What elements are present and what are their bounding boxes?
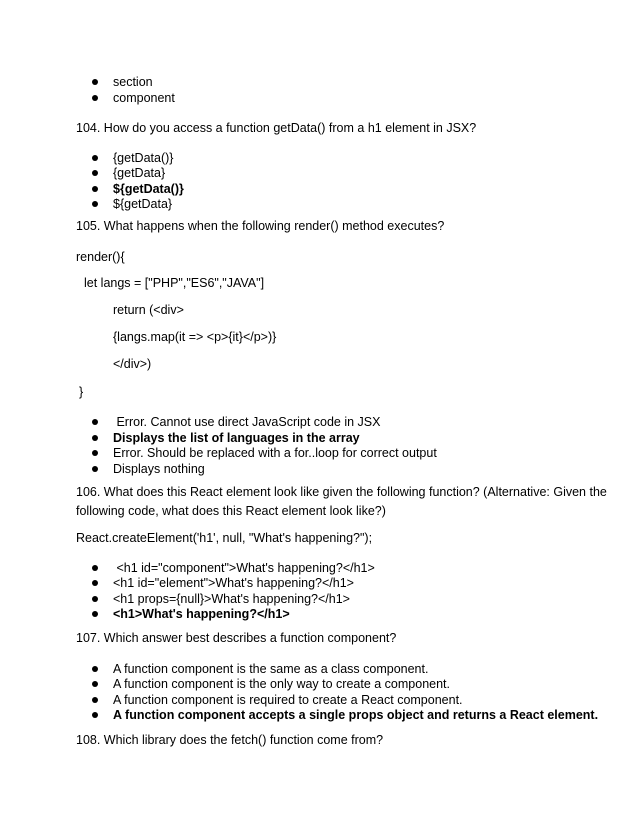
bullet-icon (92, 435, 98, 441)
list-item: section (113, 75, 153, 89)
option-106-b: <h1 id="element">What's happening?</h1> (113, 576, 354, 590)
bullet-icon (92, 79, 98, 85)
option-105-a: Error. Cannot use direct JavaScript code in JSX (113, 415, 381, 429)
option-105-c: Error. Should be replaced with a for..loop for correct output (113, 446, 437, 460)
bullet-icon (92, 697, 98, 703)
code-line: } (79, 385, 84, 399)
code-line: return (<div> (113, 303, 184, 317)
bullet-icon (92, 681, 98, 687)
option-107-c: A function component is required to create a React component. (113, 693, 463, 707)
bullet-icon (92, 611, 98, 617)
bullet-icon (92, 466, 98, 472)
code-line: </div>) (113, 357, 152, 371)
question-104: 104. How do you access a function getData() from a h1 element in JSX? (76, 121, 477, 135)
option-104-c: ${getData()} (113, 182, 184, 196)
option-104-a: {getData()} (113, 151, 174, 165)
code-line: React.createElement('h1', null, "What's happening?"); (76, 531, 373, 545)
code-line: {langs.map(it => <p>{it}</p>)} (113, 330, 277, 344)
question-105: 105. What happens when the following render() method executes? (76, 219, 445, 233)
option-107-d: A function component accepts a single props object and returns a React element. (113, 708, 599, 722)
bullet-icon (92, 170, 98, 176)
option-107-a: A function component is the same as a class component. (113, 662, 429, 676)
question-108: 108. Which library does the fetch() function come from? (76, 733, 384, 747)
bullet-icon (92, 201, 98, 207)
bullet-icon (92, 419, 98, 425)
option-106-c: <h1 props={null}>What's happening?</h1> (113, 592, 350, 606)
bullet-icon (92, 450, 98, 456)
code-line: let langs = ["PHP","ES6","JAVA"] (84, 276, 265, 290)
code-line: render(){ (76, 250, 125, 264)
bullet-icon (92, 95, 98, 101)
bullet-icon (92, 596, 98, 602)
list-item: component (113, 91, 175, 105)
bullet-icon (92, 712, 98, 718)
option-106-d: <h1>What's happening?</h1> (113, 607, 290, 621)
option-105-d: Displays nothing (113, 462, 205, 476)
bullet-icon (92, 186, 98, 192)
option-104-b: {getData} (113, 166, 166, 180)
bullet-icon (92, 666, 98, 672)
option-106-a: <h1 id="component">What's happening?</h1> (113, 561, 375, 575)
question-106-line2: following code, what does this React element look like?) (76, 504, 386, 518)
bullet-icon (92, 565, 98, 571)
bullet-icon (92, 155, 98, 161)
question-106-line1: 106. What does this React element look like given the following function? (Alternative: Given the (76, 485, 607, 499)
option-104-d: ${getData} (113, 197, 173, 211)
option-105-b: Displays the list of languages in the array (113, 431, 360, 445)
question-107: 107. Which answer best describes a function component? (76, 631, 397, 645)
bullet-icon (92, 580, 98, 586)
option-107-b: A function component is the only way to create a component. (113, 677, 451, 691)
